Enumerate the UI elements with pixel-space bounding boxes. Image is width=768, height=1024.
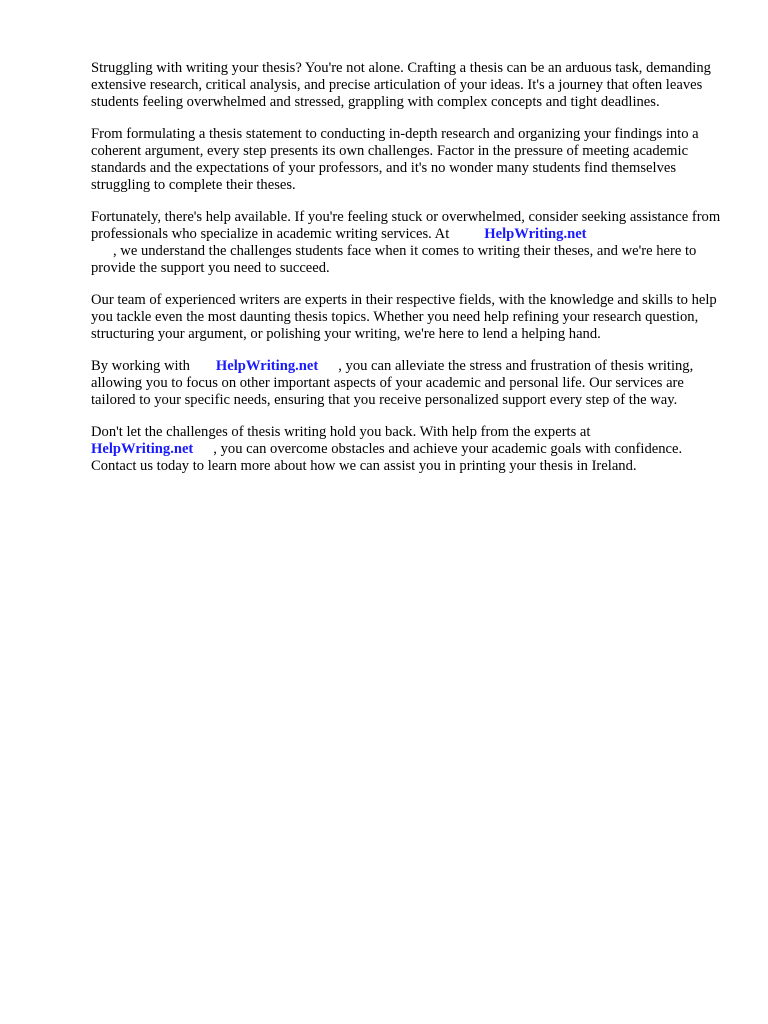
paragraph-working-with xyxy=(91,358,726,409)
paragraph-team: Our team of experienced writers are experts in their respective fields, with the knowledge and skills to help you tackle even the most daunting thesis topics. Whether you need help refining your research question, structuring your argument, or polishing your writing, we're here to lend a helping hand. xyxy=(91,292,717,342)
paragraph-challenges: From formulating a thesis statement to conducting in-depth research and organizing your findings into a coherent argument, every step presents its own challenges. Factor in the pressure of meeting academic standards and the expectations of your professors, and it's no wonder many students find themselves struggling to complete their theses. xyxy=(91,126,699,193)
paragraph-working-text-before: By working with xyxy=(91,358,190,374)
paragraph-intro: Struggling with writing your thesis? You're not alone. Crafting a thesis can be an arduous task, demanding extensive research, critical analysis, and precise articulation of your ideas. It's a journey that often leaves students feeling overwhelmed and stressed, grappling with complex concepts and tight deadlines. xyxy=(91,60,711,110)
paragraph-closing xyxy=(91,424,726,475)
paragraph-help-available xyxy=(91,209,726,277)
paragraph-working-text-after: , you can alleviate the stress and frustration of thesis writing, allowing you to focus on other important aspects of your academic and personal life. Our services are tailored to your specific needs, ensuring that you receive personalized support every step of the way. xyxy=(91,358,694,408)
helpwriting-link-3[interactable]: HelpWriting.net xyxy=(91,441,194,457)
paragraph-closing-text-before: Don't let the challenges of thesis writing hold you back. With help from the experts at xyxy=(91,424,591,440)
document-body xyxy=(91,60,726,490)
helpwriting-link-1[interactable]: HelpWriting.net xyxy=(484,226,587,242)
paragraph-help-text-after: , we understand the challenges students face when it comes to writing their theses, and we're here to provide the support you need to succeed. xyxy=(91,243,697,276)
helpwriting-link-2[interactable]: HelpWriting.net xyxy=(215,358,319,374)
paragraph-closing-text-after: , you can overcome obstacles and achieve your academic goals with confidence. Contact us today to learn more about how we can assist you in printing your thesis in Ireland. xyxy=(91,441,683,474)
paragraph-help-text-before: Fortunately, there's help available. If you're feeling stuck or overwhelmed, consider seeking assistance from professionals who specialize in academic writing services. At xyxy=(91,209,721,242)
